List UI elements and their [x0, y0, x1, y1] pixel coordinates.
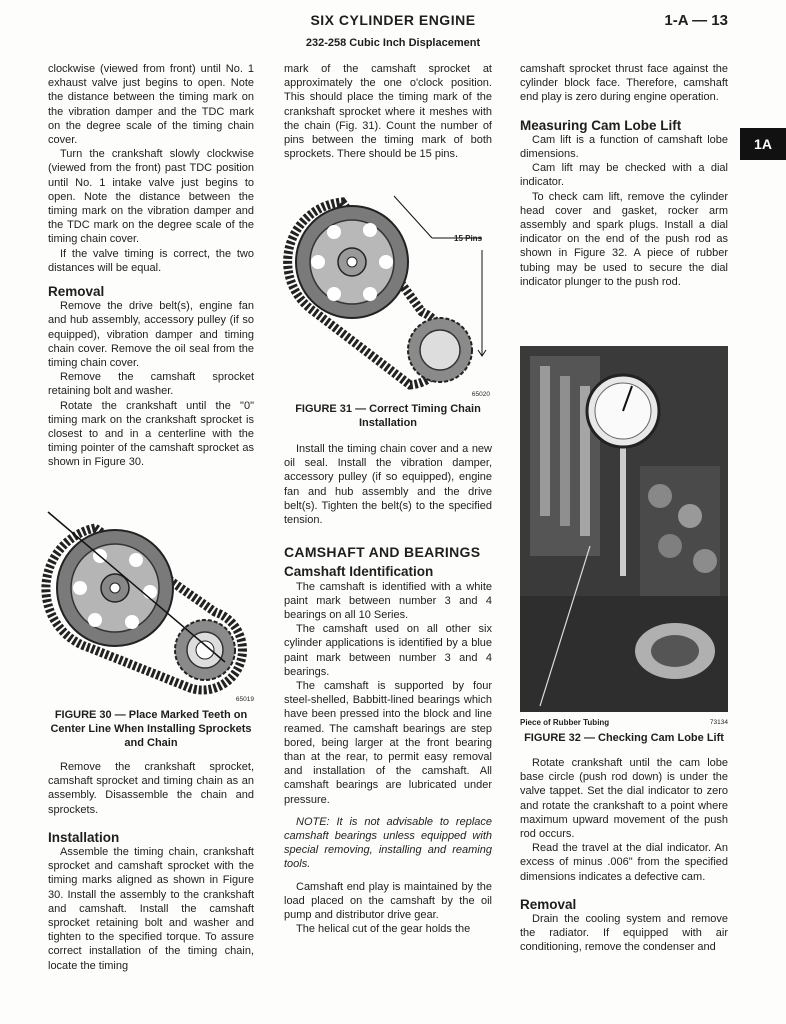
- column-1-bottom: [48, 760, 254, 973]
- paragraph: Remove the drive belt(s), engine fan and hub assembly, accessory pulley (if so equipped), vibration damper and timing chain cover. Remove the oil seal from the timing chain cover.: [48, 300, 254, 370]
- figure-31: [282, 190, 494, 400]
- paragraph: Read the travel at the dial indicator. An excess of minus .006" from the specified dimensions indicates a defective cam.: [520, 842, 728, 883]
- page-subtitle: 232-258 Cubic Inch Displacement: [305, 37, 481, 49]
- paragraph: The camshaft is supported by four steel-shelled, Babbitt-lined bearings which have been pressed into the block and line reamed. The camshaft bearings are step bored, being larger at the front bearing than at the rear, to permit easy removal and installation of the camshaft. All camshaft bearings are lubricated under pressure.: [284, 680, 492, 806]
- paragraph: Assemble the timing chain, crankshaft sprocket and camshaft sprocket with the timing marks aligned as shown in Figure 30. Install the assembly to the crankshaft and camshaft. Install the camshaft sprocket retaining bolt and washer and tighten to the specified torque. To assure correct installation of the timing chain, locate the timing: [48, 846, 254, 972]
- section-tab: 1A: [740, 128, 786, 160]
- paragraph: Remove the camshaft sprocket retaining bolt and washer.: [48, 371, 254, 398]
- figure-id: 65020: [471, 391, 490, 398]
- paragraph: Cam lift may be checked with a dial indicator.: [520, 162, 728, 189]
- column-3-bottom: [520, 756, 728, 955]
- paragraph: The camshaft is identified with a white paint mark between number 3 and 4 bearings on all 10 Series.: [284, 580, 492, 622]
- figure-32-caption: FIGURE 32 — Checking Cam Lobe Lift: [524, 732, 724, 744]
- figure-id: 65019: [235, 696, 254, 703]
- figure-30-caption: FIGURE 30 — Place Marked Teeth on Center Line When Installing Sprockets and Chain: [50, 709, 252, 749]
- figure-32-label: [520, 716, 728, 730]
- paragraph: Rotate the crankshaft until the "0" timing mark on the crankshaft sprocket is closest to and in a centerline with the timing pointer of the camshaft sprocket as shown in Figure 30.: [48, 399, 254, 469]
- paragraph: The camshaft used on all other six cylinder applications is identified by a blue paint mark between number 3 and 4 bearings.: [284, 623, 492, 678]
- paragraph: clockwise (viewed from front) until No. 1 exhaust valve just begins to open. Note the distance between the timing mark on the vibration damper and the TDC mark on the degree scale of the timing chain cover.: [48, 63, 254, 147]
- figure-31-caption: FIGURE 31 — Correct Timing Chain Installation: [295, 403, 481, 429]
- paragraph: If the valve timing is correct, the two distances will be equal.: [48, 247, 254, 274]
- installation-heading: Installation: [48, 829, 120, 845]
- paragraph: mark of the camshaft sprocket at approximately the one o'clock position. This should place the timing mark of the crankshaft sprocket where it meshes with the chain (Fig. 31). Count the number of pins between the timing mark of both sprockets. There should be 15 pins.: [284, 63, 492, 161]
- paragraph: Cam lift is a function of camshaft lobe dimensions.: [520, 133, 728, 161]
- paragraph: To check cam lift, remove the cylinder head cover and gasket, rocker arm assembly and spark plugs. Install a dial indicator on the end of the push rod as shown in Figure 32. A piece of rubber tubing may be used to secure the dial indicator plunger to the push rod.: [520, 190, 728, 288]
- page-title: SIX CYLINDER ENGINE: [310, 12, 476, 28]
- figure-32-photo: [520, 346, 728, 712]
- section-heading: CAMSHAFT AND BEARINGS: [284, 544, 481, 561]
- paragraph: Camshaft end play is maintained by the load placed on the camshaft by the oil pump and distributor drive gear.: [284, 880, 492, 922]
- dial-indicator-photo: [520, 346, 728, 712]
- column-2-bottom: [284, 442, 492, 937]
- column-2-top: [284, 62, 492, 161]
- paragraph: Rotate crankshaft until the cam lobe base circle (push rod down) is under the valve tappet. Set the dial indicator to zero and rotate the crankshaft to a point where maximum upward movement of the push rod occurs.: [520, 757, 728, 841]
- removal-heading: Removal: [520, 896, 577, 912]
- timing-chain-pins-illustration: [282, 190, 494, 400]
- figure-30: [40, 500, 260, 705]
- paragraph: Turn the crankshaft slowly clockwise (viewed from the front) past TDC position until No. 1 intake valve just begins to open. Note the distance between the timing mark on the vibration damper and the TDC mark on the degree scale of the timing chain cover.: [48, 148, 254, 246]
- removal-heading: Removal: [48, 284, 105, 300]
- paragraph: Drain the cooling system and remove the radiator. If equipped with air conditioning, remove the condenser and: [520, 913, 728, 954]
- paragraph: Remove the crankshaft sprocket, camshaft sprocket and timing chain as an assembly. Disassemble the chain and sprockets.: [48, 761, 254, 816]
- identification-heading: Camshaft Identification: [284, 564, 434, 580]
- paragraph: camshaft sprocket thrust face against the cylinder block face. Therefore, camshaft end play is zero during engine operation.: [520, 63, 728, 104]
- figure-label: Piece of Rubber Tubing: [520, 718, 610, 727]
- figure-label: 15 Pins: [454, 234, 483, 243]
- cam-lobe-lift-heading: Measuring Cam Lobe Lift: [520, 117, 682, 133]
- figure-id: 73134: [709, 719, 728, 726]
- page-number: 1-A — 13: [664, 12, 728, 29]
- note: NOTE: It is not advisable to replace camshaft bearings unless equipped with special removing, installing and reaming tools.: [284, 815, 492, 871]
- paragraph: Install the timing chain cover and a new oil seal. Install the vibration damper, accessory pulley (if so equipped), engine fan and hub assembly and the drive belt(s). Tighten the belt(s) to the specified tension.: [284, 443, 492, 527]
- paragraph: The helical cut of the gear holds the: [296, 923, 471, 936]
- column-1-top: [48, 62, 254, 470]
- column-3-top: [520, 62, 728, 289]
- timing-chain-illustration: [40, 500, 260, 705]
